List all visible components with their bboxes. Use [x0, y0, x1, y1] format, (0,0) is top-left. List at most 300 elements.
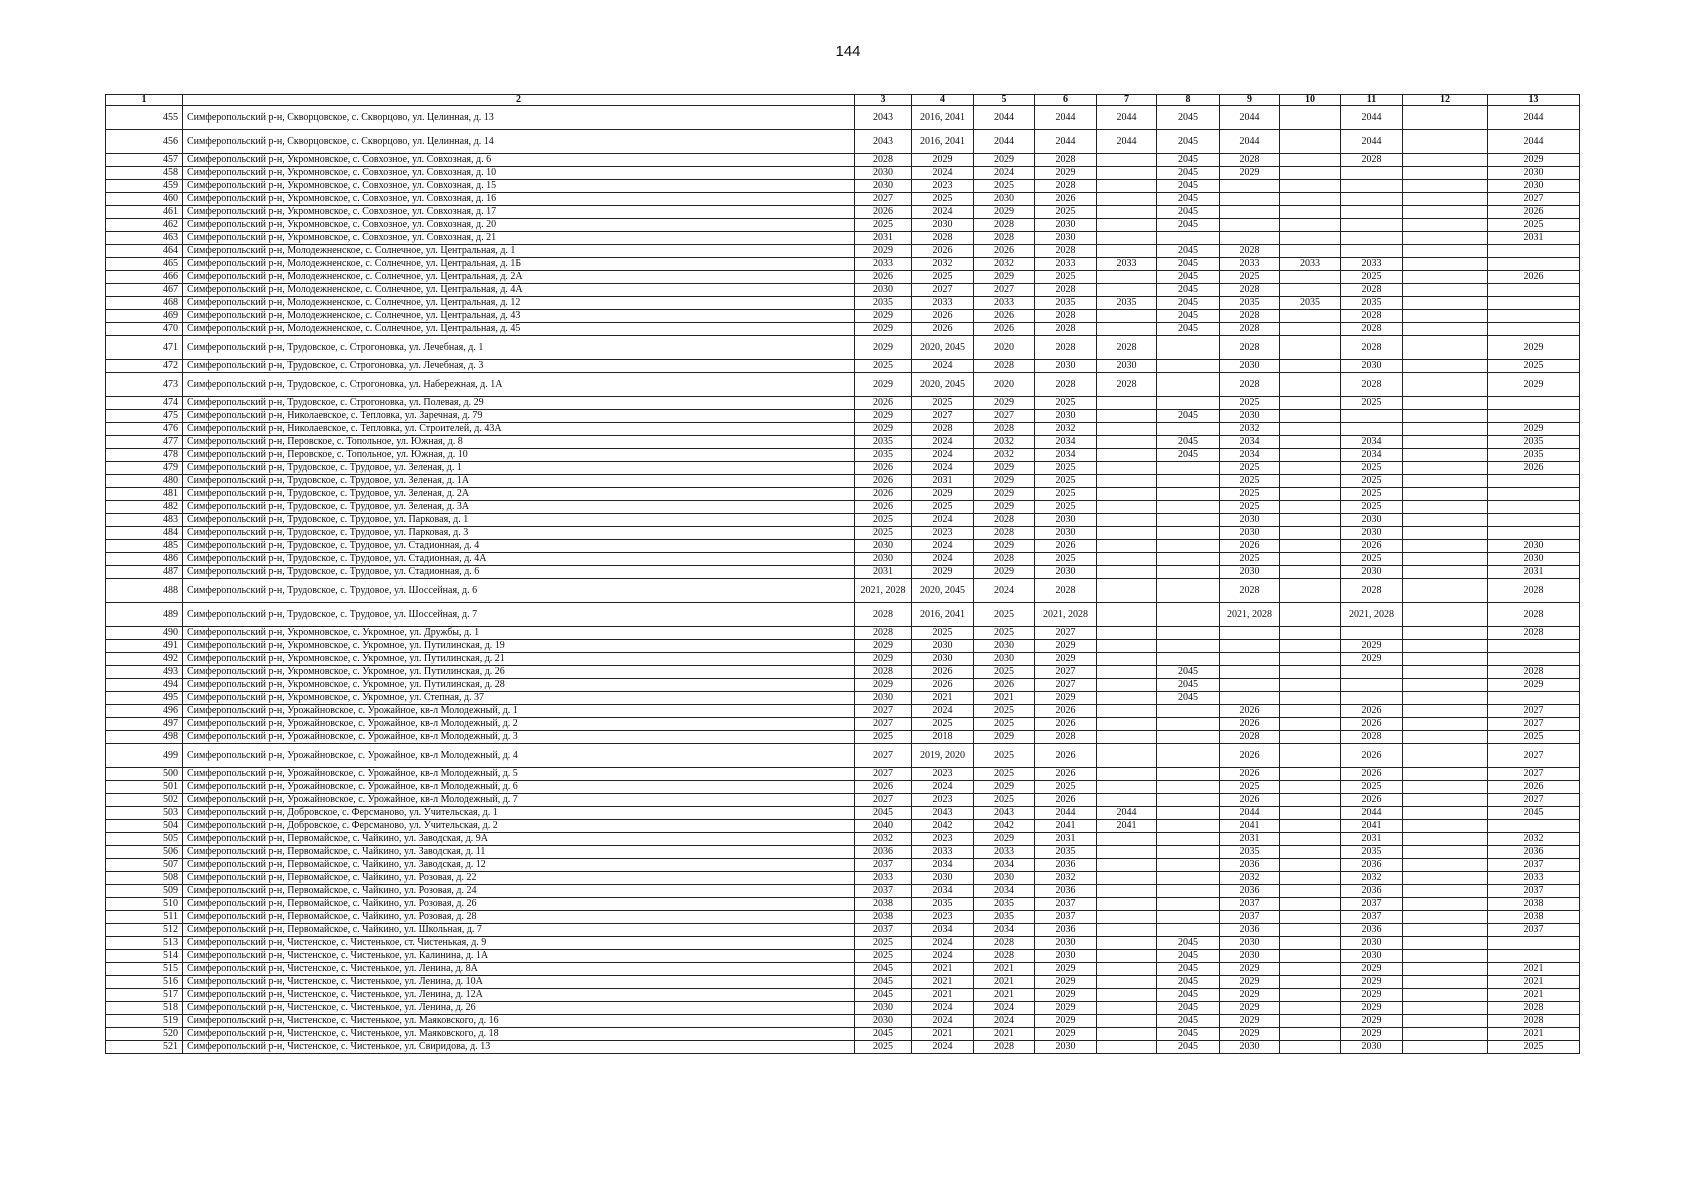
table-row — [106, 963, 1580, 976]
year-cell: 2026 — [912, 245, 974, 258]
year-cell: 2029 — [1488, 336, 1580, 360]
row-number-cell: 495 — [106, 692, 183, 705]
year-cell: 2025 — [1341, 462, 1403, 475]
year-cell — [1488, 397, 1580, 410]
row-number-cell: 507 — [106, 859, 183, 872]
year-cell: 2030 — [855, 167, 912, 180]
year-cell: 2025 — [855, 937, 912, 950]
year-cell: 2028 — [1035, 245, 1097, 258]
address-cell: Симферопольский р-н, Трудовское, с. Трудовое, ул. Парковая, д. 3 — [183, 527, 855, 540]
year-cell: 2029 — [1220, 1015, 1280, 1028]
year-cell: 2021 — [974, 963, 1035, 976]
year-cell: 2028 — [1341, 731, 1403, 744]
year-cell: 2026 — [1220, 705, 1280, 718]
year-cell — [1280, 360, 1341, 373]
year-cell — [1097, 475, 1157, 488]
year-cell: 2029 — [974, 501, 1035, 514]
year-cell — [1488, 475, 1580, 488]
year-cell — [1403, 323, 1488, 336]
year-cell: 2028 — [1097, 373, 1157, 397]
year-cell: 2028 — [1488, 627, 1580, 640]
year-cell: 2045 — [1157, 989, 1220, 1002]
year-cell: 2029 — [1220, 976, 1280, 989]
year-cell: 2028 — [1220, 154, 1280, 167]
year-cell: 2029 — [974, 566, 1035, 579]
year-cell: 2028 — [974, 950, 1035, 963]
year-cell: 2025 — [1220, 501, 1280, 514]
address-cell: Симферопольский р-н, Трудовское, с. Строгоновка, ул. Лечебная, д. 3 — [183, 360, 855, 373]
year-cell: 2033 — [1341, 258, 1403, 271]
year-cell: 2028 — [855, 627, 912, 640]
table-row — [106, 794, 1580, 807]
year-cell: 2021 — [1488, 963, 1580, 976]
year-cell: 2020 — [974, 373, 1035, 397]
year-cell: 2029 — [855, 373, 912, 397]
table-row — [106, 540, 1580, 553]
year-cell: 2034 — [1220, 436, 1280, 449]
year-cell: 2026 — [1488, 206, 1580, 219]
year-cell: 2029 — [1341, 1002, 1403, 1015]
year-cell — [1097, 566, 1157, 579]
year-cell — [1280, 373, 1341, 397]
column-header-10: 10 — [1280, 95, 1341, 106]
year-cell: 2025 — [974, 627, 1035, 640]
year-cell: 2026 — [1341, 718, 1403, 731]
year-cell: 2035 — [1488, 436, 1580, 449]
row-number-cell: 492 — [106, 653, 183, 666]
year-cell: 2045 — [1157, 666, 1220, 679]
year-cell: 2033 — [974, 846, 1035, 859]
year-cell: 2030 — [1220, 1041, 1280, 1054]
year-cell — [1157, 846, 1220, 859]
year-cell — [1403, 297, 1488, 310]
year-cell: 2043 — [855, 106, 912, 130]
address-cell: Симферопольский р-н, Укромновское, с. Совхозное, ул. Совхозная, д. 15 — [183, 180, 855, 193]
year-cell: 2034 — [1220, 449, 1280, 462]
year-cell: 2030 — [1035, 950, 1097, 963]
table-row — [106, 232, 1580, 245]
year-cell — [1097, 167, 1157, 180]
housing-register-table — [105, 94, 1580, 1054]
year-cell: 2032 — [1341, 872, 1403, 885]
address-cell: Симферопольский р-н, Чистенское, с. Чистенькое, ул. Ленина, д. 8А — [183, 963, 855, 976]
row-number-cell: 491 — [106, 640, 183, 653]
year-cell — [1403, 514, 1488, 527]
row-number-cell: 466 — [106, 271, 183, 284]
year-cell: 2038 — [1488, 911, 1580, 924]
year-cell: 2028 — [855, 603, 912, 627]
year-cell: 2041 — [1220, 820, 1280, 833]
year-cell: 2028 — [1220, 284, 1280, 297]
year-cell: 2026 — [1220, 540, 1280, 553]
year-cell: 2041 — [1035, 820, 1097, 833]
year-cell — [1097, 640, 1157, 653]
year-cell: 2045 — [855, 807, 912, 820]
table-row — [106, 820, 1580, 833]
year-cell — [1488, 640, 1580, 653]
year-cell: 2036 — [1035, 885, 1097, 898]
address-cell: Симферопольский р-н, Трудовское, с. Строгоновка, ул. Набережная, д. 1А — [183, 373, 855, 397]
year-cell — [1403, 679, 1488, 692]
row-number-cell: 469 — [106, 310, 183, 323]
year-cell: 2021 — [912, 1028, 974, 1041]
table-row — [106, 527, 1580, 540]
table-row — [106, 627, 1580, 640]
year-cell: 2045 — [1157, 297, 1220, 310]
year-cell — [1280, 976, 1341, 989]
year-cell: 2035 — [1035, 297, 1097, 310]
year-cell — [1403, 219, 1488, 232]
year-cell: 2026 — [855, 501, 912, 514]
table-row — [106, 488, 1580, 501]
year-cell: 2025 — [1341, 501, 1403, 514]
year-cell: 2028 — [974, 514, 1035, 527]
address-cell: Симферопольский р-н, Урожайновское, с. Урожайное, кв-л Молодежный, д. 5 — [183, 768, 855, 781]
year-cell: 2024 — [974, 167, 1035, 180]
year-cell: 2035 — [855, 297, 912, 310]
year-cell: 2021, 2028 — [1035, 603, 1097, 627]
year-cell: 2029 — [974, 271, 1035, 284]
year-cell — [1097, 1041, 1157, 1054]
year-cell — [1280, 679, 1341, 692]
year-cell — [1220, 193, 1280, 206]
year-cell: 2030 — [855, 540, 912, 553]
year-cell: 2024 — [912, 1041, 974, 1054]
year-cell: 2030 — [1035, 232, 1097, 245]
year-cell: 2030 — [974, 193, 1035, 206]
year-cell: 2045 — [1157, 167, 1220, 180]
year-cell — [1403, 193, 1488, 206]
year-cell: 2030 — [912, 219, 974, 232]
year-cell: 2021 — [912, 989, 974, 1002]
year-cell — [1157, 373, 1220, 397]
year-cell: 2045 — [1157, 154, 1220, 167]
year-cell — [1403, 911, 1488, 924]
column-header-8: 8 — [1157, 95, 1220, 106]
year-cell: 2029 — [1220, 963, 1280, 976]
year-cell: 2032 — [912, 258, 974, 271]
year-cell — [1097, 436, 1157, 449]
year-cell: 2016, 2041 — [912, 603, 974, 627]
year-cell — [1097, 219, 1157, 232]
row-number-cell: 498 — [106, 731, 183, 744]
year-cell: 2045 — [1157, 692, 1220, 705]
year-cell — [1403, 180, 1488, 193]
year-cell: 2024 — [974, 1002, 1035, 1015]
table-row — [106, 744, 1580, 768]
year-cell: 2025 — [1341, 475, 1403, 488]
year-cell: 2030 — [1220, 937, 1280, 950]
year-cell: 2044 — [1220, 106, 1280, 130]
year-cell — [1280, 423, 1341, 436]
year-cell: 2030 — [1341, 950, 1403, 963]
year-cell: 2027 — [855, 744, 912, 768]
year-cell — [1280, 640, 1341, 653]
year-cell: 2030 — [1035, 360, 1097, 373]
year-cell — [1403, 653, 1488, 666]
year-cell: 2028 — [1220, 336, 1280, 360]
year-cell: 2025 — [1488, 219, 1580, 232]
row-number-cell: 513 — [106, 937, 183, 950]
year-cell: 2026 — [1220, 718, 1280, 731]
year-cell: 2044 — [974, 106, 1035, 130]
page-number: 144 — [835, 43, 861, 60]
year-cell: 2029 — [912, 154, 974, 167]
year-cell: 2028 — [1035, 180, 1097, 193]
year-cell: 2045 — [1157, 449, 1220, 462]
row-number-cell: 517 — [106, 989, 183, 1002]
year-cell: 2029 — [974, 781, 1035, 794]
year-cell: 2045 — [1157, 180, 1220, 193]
table-row — [106, 1041, 1580, 1054]
year-cell: 2028 — [1220, 245, 1280, 258]
year-cell — [1280, 1015, 1341, 1028]
year-cell — [1097, 989, 1157, 1002]
year-cell: 2027 — [912, 410, 974, 423]
year-cell: 2044 — [1341, 106, 1403, 130]
row-number-cell: 470 — [106, 323, 183, 336]
year-cell — [1097, 872, 1157, 885]
row-number-cell: 479 — [106, 462, 183, 475]
year-cell — [1488, 258, 1580, 271]
year-cell: 2030 — [1220, 360, 1280, 373]
year-cell: 2033 — [912, 297, 974, 310]
year-cell: 2045 — [855, 1028, 912, 1041]
year-cell: 2041 — [1341, 820, 1403, 833]
year-cell — [1097, 1015, 1157, 1028]
year-cell — [1097, 323, 1157, 336]
year-cell — [1403, 258, 1488, 271]
year-cell — [1341, 666, 1403, 679]
year-cell — [1403, 781, 1488, 794]
year-cell: 2025 — [1220, 462, 1280, 475]
year-cell: 2029 — [1341, 976, 1403, 989]
year-cell — [1157, 705, 1220, 718]
year-cell: 2030 — [1220, 514, 1280, 527]
year-cell: 2025 — [1035, 475, 1097, 488]
year-cell: 2027 — [1488, 768, 1580, 781]
year-cell: 2032 — [1488, 833, 1580, 846]
year-cell: 2044 — [1035, 130, 1097, 154]
year-cell — [1280, 820, 1341, 833]
table-row — [106, 692, 1580, 705]
row-number-cell: 518 — [106, 1002, 183, 1015]
year-cell — [1403, 885, 1488, 898]
year-cell: 2044 — [1488, 130, 1580, 154]
year-cell — [1097, 666, 1157, 679]
year-cell: 2025 — [855, 1041, 912, 1054]
year-cell — [1097, 653, 1157, 666]
year-cell: 2026 — [1488, 462, 1580, 475]
address-cell: Симферопольский р-н, Трудовское, с. Строгоновка, ул. Полевая, д. 29 — [183, 397, 855, 410]
year-cell: 2035 — [1341, 297, 1403, 310]
table-row — [106, 911, 1580, 924]
year-cell — [1097, 937, 1157, 950]
table-row — [106, 180, 1580, 193]
year-cell: 2045 — [1157, 950, 1220, 963]
year-cell: 2028 — [1341, 373, 1403, 397]
year-cell: 2037 — [1488, 859, 1580, 872]
year-cell — [1157, 397, 1220, 410]
year-cell: 2045 — [1157, 193, 1220, 206]
year-cell — [1157, 807, 1220, 820]
year-cell: 2030 — [1341, 514, 1403, 527]
year-cell: 2030 — [1220, 566, 1280, 579]
year-cell: 2025 — [1341, 488, 1403, 501]
year-cell — [1157, 423, 1220, 436]
year-cell — [1157, 744, 1220, 768]
address-cell: Симферопольский р-н, Трудовское, с. Трудовое, ул. Стадионная, д. 6 — [183, 566, 855, 579]
year-cell: 2030 — [974, 640, 1035, 653]
column-header-9: 9 — [1220, 95, 1280, 106]
year-cell: 2045 — [1157, 271, 1220, 284]
year-cell — [1280, 1028, 1341, 1041]
year-cell — [1097, 284, 1157, 297]
year-cell — [1403, 731, 1488, 744]
year-cell: 2024 — [912, 449, 974, 462]
year-cell: 2044 — [1097, 807, 1157, 820]
year-cell — [1280, 872, 1341, 885]
table-row — [106, 937, 1580, 950]
year-cell: 2026 — [1341, 705, 1403, 718]
year-cell: 2029 — [855, 679, 912, 692]
address-cell: Симферопольский р-н, Укромновское, с. Укромное, ул. Путилинская, д. 21 — [183, 653, 855, 666]
year-cell: 2044 — [1097, 106, 1157, 130]
year-cell: 2023 — [912, 794, 974, 807]
year-cell: 2030 — [1097, 360, 1157, 373]
year-cell: 2028 — [1220, 310, 1280, 323]
year-cell — [1403, 1041, 1488, 1054]
year-cell: 2021 — [1488, 1028, 1580, 1041]
address-cell: Симферопольский р-н, Первомайское, с. Чайкино, ул. Розовая, д. 26 — [183, 898, 855, 911]
year-cell — [1280, 232, 1341, 245]
year-cell: 2028 — [1220, 373, 1280, 397]
year-cell: 2026 — [1035, 193, 1097, 206]
year-cell: 2045 — [1157, 976, 1220, 989]
year-cell — [1280, 963, 1341, 976]
address-cell: Симферопольский р-н, Укромновское, с. Совхозное, ул. Совхозная, д. 21 — [183, 232, 855, 245]
year-cell: 2045 — [855, 989, 912, 1002]
year-cell — [1097, 579, 1157, 603]
year-cell — [1280, 527, 1341, 540]
year-cell: 2035 — [855, 436, 912, 449]
row-number-cell: 485 — [106, 540, 183, 553]
year-cell: 2029 — [855, 310, 912, 323]
year-cell — [1157, 718, 1220, 731]
year-cell — [1403, 232, 1488, 245]
year-cell: 2025 — [1341, 271, 1403, 284]
year-cell — [1403, 666, 1488, 679]
year-cell — [1157, 898, 1220, 911]
year-cell — [1403, 872, 1488, 885]
row-number-cell: 468 — [106, 297, 183, 310]
year-cell: 2025 — [1035, 488, 1097, 501]
year-cell: 2024 — [912, 781, 974, 794]
year-cell: 2029 — [1035, 1028, 1097, 1041]
year-cell: 2026 — [912, 310, 974, 323]
year-cell — [1157, 653, 1220, 666]
year-cell: 2037 — [1488, 924, 1580, 937]
year-cell — [1097, 501, 1157, 514]
table-row — [106, 781, 1580, 794]
year-cell — [1280, 180, 1341, 193]
year-cell — [1097, 950, 1157, 963]
address-cell: Симферопольский р-н, Первомайское, с. Чайкино, ул. Розовая, д. 22 — [183, 872, 855, 885]
address-cell: Симферопольский р-н, Урожайновское, с. Урожайное, кв-л Молодежный, д. 3 — [183, 731, 855, 744]
table-row — [106, 130, 1580, 154]
year-cell: 2029 — [974, 731, 1035, 744]
year-cell: 2029 — [855, 423, 912, 436]
year-cell — [1157, 475, 1220, 488]
column-header-2: 2 — [183, 95, 855, 106]
year-cell — [1280, 514, 1341, 527]
year-cell — [1403, 1002, 1488, 1015]
year-cell: 2028 — [1488, 579, 1580, 603]
year-cell: 2030 — [1035, 514, 1097, 527]
column-header-6: 6 — [1035, 95, 1097, 106]
year-cell: 2029 — [855, 653, 912, 666]
year-cell: 2020, 2045 — [912, 336, 974, 360]
year-cell: 2029 — [1035, 1002, 1097, 1015]
year-cell: 2044 — [1341, 807, 1403, 820]
year-cell — [1280, 718, 1341, 731]
table-row — [106, 336, 1580, 360]
year-cell: 2029 — [1035, 653, 1097, 666]
year-cell — [1097, 206, 1157, 219]
year-cell — [1097, 397, 1157, 410]
year-cell: 2037 — [855, 859, 912, 872]
year-cell: 2032 — [974, 258, 1035, 271]
year-cell: 2029 — [1035, 989, 1097, 1002]
year-cell: 2030 — [1488, 180, 1580, 193]
year-cell: 2024 — [912, 950, 974, 963]
year-cell — [1280, 579, 1341, 603]
year-cell — [1097, 449, 1157, 462]
year-cell: 2031 — [1220, 833, 1280, 846]
table-row — [106, 1028, 1580, 1041]
year-cell — [1403, 1015, 1488, 1028]
year-cell — [1157, 859, 1220, 872]
year-cell: 2024 — [912, 937, 974, 950]
address-cell: Симферопольский р-н, Перовское, с. Топольное, ул. Южная, д. 10 — [183, 449, 855, 462]
year-cell — [1403, 566, 1488, 579]
year-cell — [1220, 653, 1280, 666]
address-cell: Симферопольский р-н, Трудовское, с. Трудовое, ул. Зеленая, д. 3А — [183, 501, 855, 514]
address-cell: Симферопольский р-н, Укромновское, с. Укромное, ул. Дружбы, д. 1 — [183, 627, 855, 640]
table-row — [106, 360, 1580, 373]
row-number-cell: 487 — [106, 566, 183, 579]
year-cell — [1403, 488, 1488, 501]
year-cell: 2025 — [912, 193, 974, 206]
year-cell: 2045 — [1157, 410, 1220, 423]
year-cell: 2028 — [1035, 310, 1097, 323]
year-cell — [1488, 820, 1580, 833]
row-number-cell: 516 — [106, 976, 183, 989]
year-cell: 2045 — [855, 963, 912, 976]
row-number-cell: 512 — [106, 924, 183, 937]
address-cell: Симферопольский р-н, Чистенское, с. Чистенькое, ул. Маяковского, д. 18 — [183, 1028, 855, 1041]
column-header-4: 4 — [912, 95, 974, 106]
year-cell: 2043 — [855, 130, 912, 154]
year-cell: 2026 — [855, 397, 912, 410]
row-number-cell: 506 — [106, 846, 183, 859]
year-cell: 2024 — [912, 167, 974, 180]
year-cell — [1157, 781, 1220, 794]
year-cell: 2035 — [1341, 846, 1403, 859]
year-cell: 2025 — [1341, 781, 1403, 794]
year-cell: 2026 — [1341, 744, 1403, 768]
year-cell — [1157, 360, 1220, 373]
